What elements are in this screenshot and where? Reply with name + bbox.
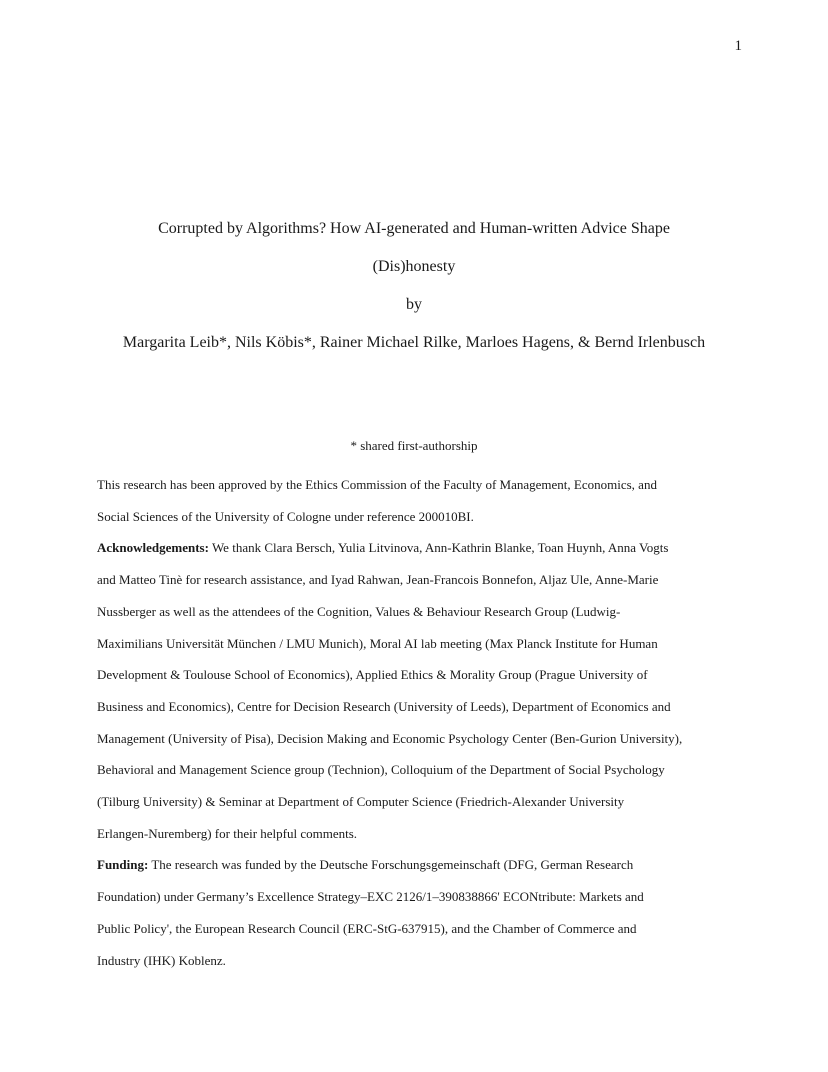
by-line: by [406,296,422,313]
text-line: and Matteo Tinè for research assistance, and Iyad Rahwan, Jean-Francois Bonnefon, Aljaz Ule, Anne-Marie [97,572,659,588]
text-line: Industry (IHK) Koblenz. [97,952,226,968]
ethics-statement [97,469,737,532]
text-line: Nussberger as well as the attendees of the Cognition, Values & Behaviour Research Group (Ludwig- [97,603,621,619]
page-number: 1 [734,38,742,54]
paper-title-line-2: (Dis)honesty [372,258,456,275]
author-list: Margarita Leib*, Nils Köbis*, Rainer Michael Rilke, Marloes Hagens, & Bernd Irlenbusch [122,334,706,351]
acknowledgements-label: Acknowledgements: [97,540,209,556]
text-line: Behavioral and Management Science group (Technion), Colloquium of the Department of Social Psychology [97,762,665,778]
text-line: (Tilburg University) & Seminar at Department of Computer Science (Friedrich-Alexander University [97,794,625,810]
text-line: Public Policy', the European Research Council (ERC-StG-637915), and the Chamber of Commerce and [97,920,637,936]
paper-title-line-1: Corrupted by Algorithms? How AI-generated and Human-written Advice Shape [158,220,670,237]
text-line [97,532,737,564]
title-block [80,210,748,362]
text-line: Maximilians Universität München / LMU Munich), Moral AI lab meeting (Max Planck Institute for Human [97,635,658,651]
text-line: Social Sciences of the University of Cologne under reference 200010BI. [97,508,474,524]
body-text [97,469,737,976]
funding-section [97,849,737,976]
shared-authorship-note: * shared first-authorship [350,438,478,453]
funding-label: Funding: [97,857,149,873]
text-line: This research has been approved by the Ethics Commission of the Faculty of Management, Economics, and [97,477,657,492]
text-line: Erlangen-Nuremberg) for their helpful comments. [97,825,358,841]
acknowledgements-first-line: We thank Clara Bersch, Yulia Litvinova, Ann-Kathrin Blanke, Toan Huynh, Anna Vogts [208,540,669,556]
text-line: Management (University of Pisa), Decision Making and Economic Psychology Center (Ben-Gurion University), [97,730,683,746]
text-line: Foundation) under Germany’s Excellence Strategy–EXC 2126/1–390838866' ECONtribute: Markets and [97,889,644,905]
acknowledgements-section [97,532,737,849]
text-line: Business and Economics), Centre for Decision Research (University of Leeds), Department of Economics and [97,698,671,714]
funding-first-line: The research was funded by the Deutsche Forschungsgemeinschaft (DFG, German Research [148,857,634,873]
text-line: Development & Toulouse School of Economics), Applied Ethics & Morality Group (Prague University of [97,667,648,683]
text-line [97,849,737,881]
